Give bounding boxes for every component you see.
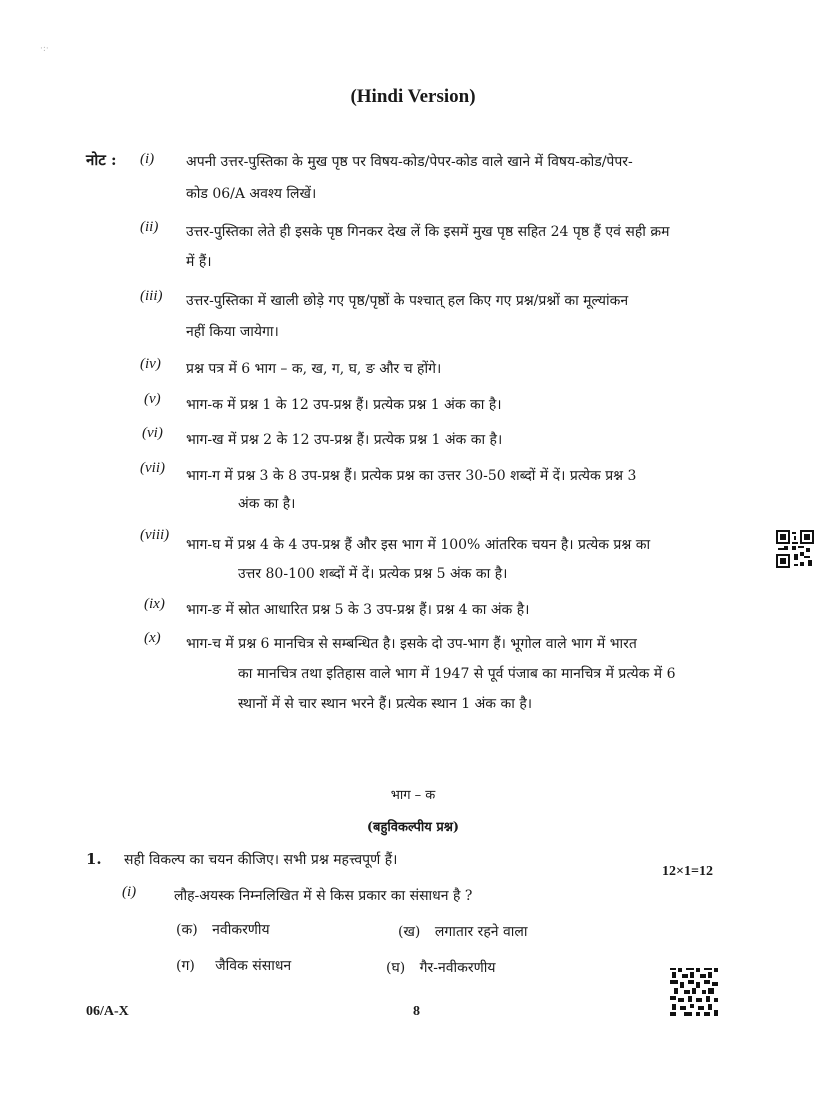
footer-code: 06/A-X: [86, 1004, 129, 1019]
option-label: (ग): [176, 958, 195, 974]
note-line: भाग-क में प्रश्न 1 के 12 उप-प्रश्न हैं। प्रत्येक प्रश्न 1 अंक का है।: [186, 397, 502, 413]
page-number: 8: [413, 1004, 420, 1019]
note-number: (i): [140, 151, 155, 167]
sub-question-number: (i): [122, 884, 137, 900]
question-number: 1.: [86, 850, 102, 868]
note-line: का मानचित्र तथा इतिहास वाले भाग में 1947 से पूर्व पंजाब का मानचित्र में प्रत्येक में 6: [238, 666, 676, 682]
section-subtitle: (बहुविकल्पीय प्रश्न): [366, 820, 460, 835]
question-text: सही विकल्प का चयन कीजिए। सभी प्रश्न महत्त्वपूर्ण हैं।: [124, 852, 398, 868]
note-number: (iii): [140, 288, 163, 304]
note-line: भाग-घ में प्रश्न 4 के 4 उप-प्रश्न हैं और इस भाग में 100% आंतरिक चयन है। प्रत्येक प्रश्न का: [186, 537, 651, 553]
option-label: (क): [176, 922, 198, 938]
option-kha: [398, 922, 528, 941]
option-text: नवीकरणीय: [212, 922, 270, 938]
question-marks: 12×1=12: [662, 864, 713, 879]
note-line: नहीं किया जायेगा।: [186, 324, 279, 340]
option-ka: [176, 920, 270, 939]
note-line: भाग-ङ में स्रोत आधारित प्रश्न 5 के 3 उप-प्रश्न हैं। प्रश्न 4 का अंक है।: [186, 602, 530, 618]
note-number: (x): [144, 630, 161, 646]
note-line: उत्तर-पुस्तिका में खाली छोड़े गए पृष्ठ/पृष्ठों के पश्चात् हल किए गए प्रश्न/प्रश्नों का मूल्यांकन: [186, 293, 629, 309]
option-label: (ख): [398, 924, 421, 940]
qr-code-icon: [670, 968, 718, 1016]
option-ga: [176, 956, 291, 975]
option-text: लगातार रहने वाला: [434, 924, 528, 940]
note-number: (ix): [144, 596, 165, 612]
page-title: (Hindi Version): [350, 86, 476, 107]
scan-mark: ·:·: [40, 44, 49, 54]
note-line: कोड 06/A अवश्य लिखें।: [186, 186, 317, 202]
option-text: गैर-नवीकरणीय: [419, 960, 496, 976]
note-number: (ii): [140, 219, 159, 235]
sub-question-text: लौह-अयस्क निम्नलिखित में से किस प्रकार का संसाधन है ?: [174, 888, 473, 904]
note-line: अंक का है।: [238, 496, 296, 512]
qr-code-icon: [776, 530, 814, 568]
option-label: (घ): [386, 960, 406, 976]
note-number: (viii): [140, 527, 170, 543]
note-line: प्रश्न पत्र में 6 भाग – क, ख, ग, घ, ङ और च होंगे।: [186, 361, 442, 377]
section-title: भाग – क: [390, 788, 436, 803]
note-line: अपनी उत्तर-पुस्तिका के मुख पृष्ठ पर विषय-कोड/पेपर-कोड वाले खाने में विषय-कोड/पेपर-: [186, 154, 633, 170]
note-line: भाग-ख में प्रश्न 2 के 12 उप-प्रश्न हैं। प्रत्येक प्रश्न 1 अंक का है।: [186, 432, 503, 448]
note-number: (v): [144, 391, 161, 407]
note-line: भाग-ग में प्रश्न 3 के 8 उप-प्रश्न हैं। प्रत्येक प्रश्न का उत्तर 30-50 शब्दों में दें। प्रत्येक प्रश्न 3: [186, 468, 637, 484]
note-number: (vii): [140, 460, 165, 476]
note-label: नोट :: [86, 151, 117, 169]
note-line: में हैं।: [186, 254, 212, 270]
note-line: उत्तर-पुस्तिका लेते ही इसके पृष्ठ गिनकर देख लें कि इसमें मुख पृष्ठ सहित 24 पृष्ठ हैं एवं सही क्रम: [186, 224, 670, 240]
note-number: (vi): [142, 425, 163, 441]
note-line: उत्तर 80-100 शब्दों में दें। प्रत्येक प्रश्न 5 अंक का है।: [238, 566, 508, 582]
note-line: स्थानों में से चार स्थान भरने हैं। प्रत्येक स्थान 1 अंक का है।: [238, 696, 533, 712]
option-gha: [386, 958, 496, 977]
note-number: (iv): [140, 356, 161, 372]
option-text: जैविक संसाधन: [215, 958, 292, 974]
note-line: भाग-च में प्रश्न 6 मानचित्र से सम्बन्धित है। इसके दो उप-भाग हैं। भूगोल वाले भाग में भारत: [186, 636, 637, 652]
